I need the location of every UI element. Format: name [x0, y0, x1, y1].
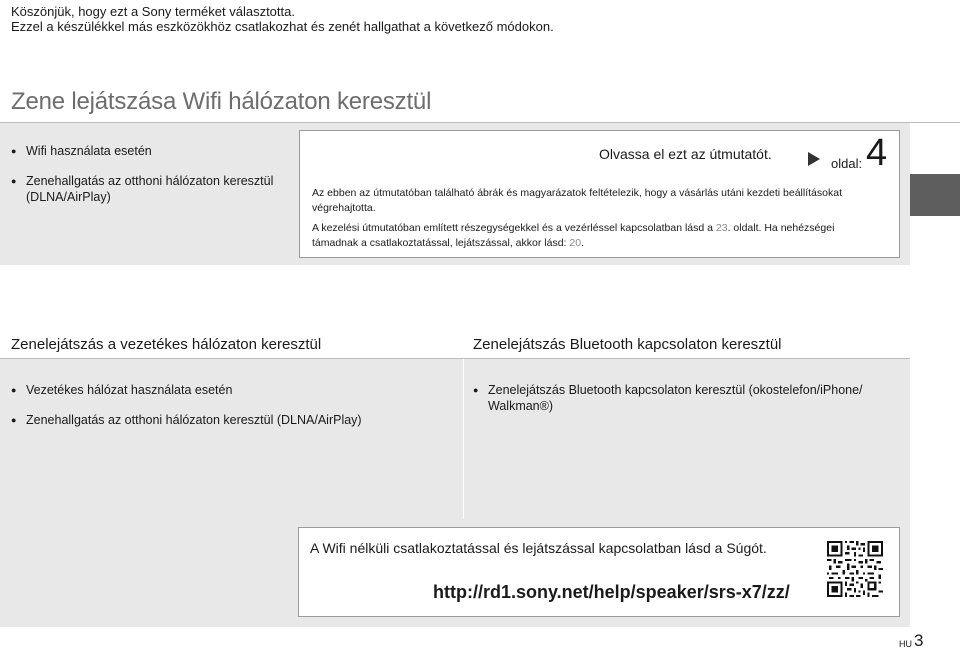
side-tab-marker [910, 174, 960, 216]
wired-bullet-1: ● Vezetékes hálózat használata esetén [11, 382, 232, 398]
guide-note-1: Az ebben az útmutatóban található ábrák és magyarázatok feltételezik, hogy a vásárlás utáni kezdeti beállításokat végrehajtotta. [312, 187, 842, 214]
guide-note-2: A kezelési útmutatóban említett részegységekkel és a vezérléssel kapcsolatban lásd a 23. oldalt. Ha nehézségei támadnak a csatlakoztatással, lejátszással, akkor lásd: 20. [312, 222, 835, 249]
page-ref-number: 4 [866, 132, 888, 174]
arrow-right-icon [808, 152, 820, 166]
qr-code-icon [827, 541, 883, 597]
wired-section-title: Zenelejátszás a vezetékes hálózaton keresztül [11, 336, 322, 353]
wired-bullet-2: ● Zenehallgatás az otthoni hálózaton keresztül (DLNA/AirPlay) [11, 412, 362, 428]
help-text: A Wifi nélküli csatlakoztatással és lejátszással kapcsolatban lásd a Súgót. [310, 540, 767, 556]
intro-text [11, 4, 554, 34]
read-guide-text: Olvassa el ezt az útmutatót. [599, 146, 772, 162]
page-link-23[interactable]: 23 [715, 222, 728, 234]
intro-line-2: Ezzel a készülékkel más eszközökhöz csatlakozhat és zenét hallgathat a következő módokon. [11, 19, 554, 34]
wifi-bullet-2: ● Zenehallgatás az otthoni hálózaton keresztül (DLNA/AirPlay) [11, 173, 273, 205]
intro-line-1: Köszönjük, hogy ezt a Sony terméket választotta. [11, 4, 295, 19]
wifi-section-title: Zene lejátszása Wifi hálózaton keresztül [11, 88, 432, 115]
page-ref-label: oldal: [831, 156, 863, 171]
bluetooth-section-title: Zenelejátszás Bluetooth kapcsolaton keresztül [473, 336, 782, 353]
wifi-bullet-1: ● Wifi használata esetén [11, 143, 152, 159]
help-url-link[interactable]: http://rd1.sony.net/help/speaker/srs-x7/zz/ [433, 582, 790, 602]
page-link-20[interactable]: 20 [569, 237, 582, 249]
bluetooth-bullet-1: ● Zenelejátszás Bluetooth kapcsolaton keresztül (okostelefon/iPhone/ Walkman®) [473, 382, 863, 414]
footer-language-code: HU [899, 639, 912, 649]
column-divider [463, 359, 464, 519]
footer-page-number: 3 [914, 631, 924, 650]
